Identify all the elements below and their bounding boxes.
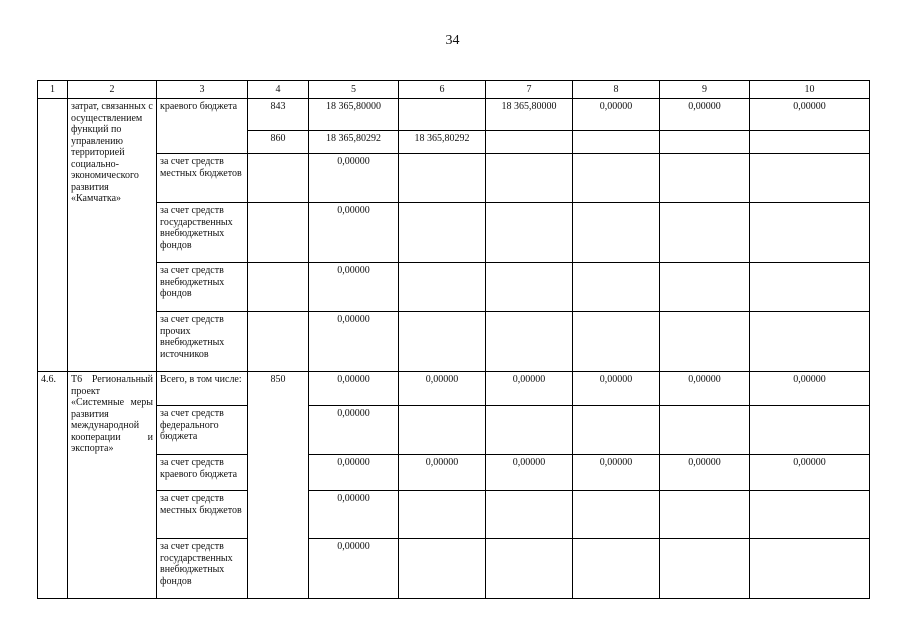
value-cell [750,539,870,599]
value-cell: 0,00000 [309,312,399,372]
value-cell: 0,00000 [573,372,660,406]
value-cell [660,312,750,372]
code-cell [248,154,309,203]
value-cell [573,312,660,372]
col-header-2: 2 [68,81,157,99]
value-cell [399,312,486,372]
value-cell [486,312,573,372]
value-cell: 0,00000 [750,455,870,491]
value-cell [486,406,573,455]
value-cell: 0,00000 [486,455,573,491]
col-header-5: 5 [309,81,399,99]
value-cell: 0,00000 [309,263,399,312]
value-cell [573,154,660,203]
value-cell: 0,00000 [660,372,750,406]
col-header-4: 4 [248,81,309,99]
col-header-10: 10 [750,81,870,99]
code-cell: 860 [248,131,309,154]
value-cell: 0,00000 [660,99,750,131]
value-cell [660,406,750,455]
value-cell: 18 365,80000 [486,99,573,131]
source-cell: за счет средств краевого бюджета [157,455,248,491]
value-cell [660,131,750,154]
value-cell [750,312,870,372]
value-cell: 0,00000 [309,455,399,491]
value-cell: 0,00000 [750,372,870,406]
value-cell: 0,00000 [660,455,750,491]
source-cell: за счет средств внебюджетных фондов [157,263,248,312]
col-header-1: 1 [38,81,68,99]
value-cell: 0,00000 [309,491,399,539]
value-cell [399,539,486,599]
item-number-cell [38,99,68,372]
table-row [38,312,870,372]
col-header-8: 8 [573,81,660,99]
source-cell: за счет средств государственных внебюджетных фондов [157,203,248,263]
col-header-6: 6 [399,81,486,99]
value-cell: 18 365,80292 [309,131,399,154]
value-cell [573,406,660,455]
value-cell: 0,00000 [750,99,870,131]
col-header-7: 7 [486,81,573,99]
source-cell: Всего, в том числе: [157,372,248,406]
value-cell: 0,00000 [309,203,399,263]
source-cell: за счет средств местных бюджетов [157,491,248,539]
value-cell: 0,00000 [309,539,399,599]
value-cell [399,154,486,203]
value-cell [750,131,870,154]
source-cell: краевого бюджета [157,99,248,154]
col-header-3: 3 [157,81,248,99]
value-cell: 18 365,80292 [399,131,486,154]
table-row [38,372,870,406]
value-cell [399,263,486,312]
code-cell: 843 [248,99,309,131]
page-number: 34 [445,33,460,48]
code-cell [248,263,309,312]
table-row [38,99,870,131]
table-row [38,154,870,203]
value-cell [399,406,486,455]
value-cell [399,491,486,539]
source-cell: за счет средств федерального бюджета [157,406,248,455]
value-cell [573,491,660,539]
table-row [38,203,870,263]
budget-table [37,80,870,599]
value-cell: 0,00000 [309,406,399,455]
table-row [38,455,870,491]
table-row [38,263,870,312]
value-cell [486,263,573,312]
code-cell: 850 [248,372,309,599]
value-cell [486,491,573,539]
value-cell [573,263,660,312]
value-cell [660,491,750,539]
value-cell [660,539,750,599]
item-name-cell: Т6 Региональный проект «Системные меры развития международной кооперации и экспорта» [68,372,157,599]
value-cell [660,154,750,203]
value-cell: 0,00000 [309,154,399,203]
value-cell [750,263,870,312]
item-name-cell: затрат, связанных с осуществлением функций по управлению территорией социально-экономического развития «Камчатка» [68,99,157,372]
value-cell [573,131,660,154]
value-cell: 18 365,80000 [309,99,399,131]
source-cell: за счет средств местных бюджетов [157,154,248,203]
value-cell [660,203,750,263]
table-row [38,539,870,599]
col-header-9: 9 [660,81,750,99]
value-cell: 0,00000 [399,372,486,406]
table-row [38,406,870,455]
item-number-cell: 4.6. [38,372,68,599]
value-cell: 0,00000 [573,99,660,131]
code-cell [248,203,309,263]
value-cell: 0,00000 [486,372,573,406]
source-cell: за счет средств государственных внебюджетных фондов [157,539,248,599]
value-cell [750,203,870,263]
value-cell [573,203,660,263]
value-cell [486,154,573,203]
value-cell [486,539,573,599]
value-cell: 0,00000 [399,455,486,491]
value-cell [399,203,486,263]
value-cell [486,203,573,263]
source-cell: за счет средств прочих внебюджетных источников [157,312,248,372]
value-cell [573,539,660,599]
value-cell: 0,00000 [309,372,399,406]
value-cell [750,406,870,455]
value-cell [750,154,870,203]
value-cell [399,99,486,131]
value-cell [750,491,870,539]
value-cell: 0,00000 [573,455,660,491]
value-cell [660,263,750,312]
column-number-row [38,81,870,99]
code-cell [248,312,309,372]
table-row [38,491,870,539]
value-cell [486,131,573,154]
